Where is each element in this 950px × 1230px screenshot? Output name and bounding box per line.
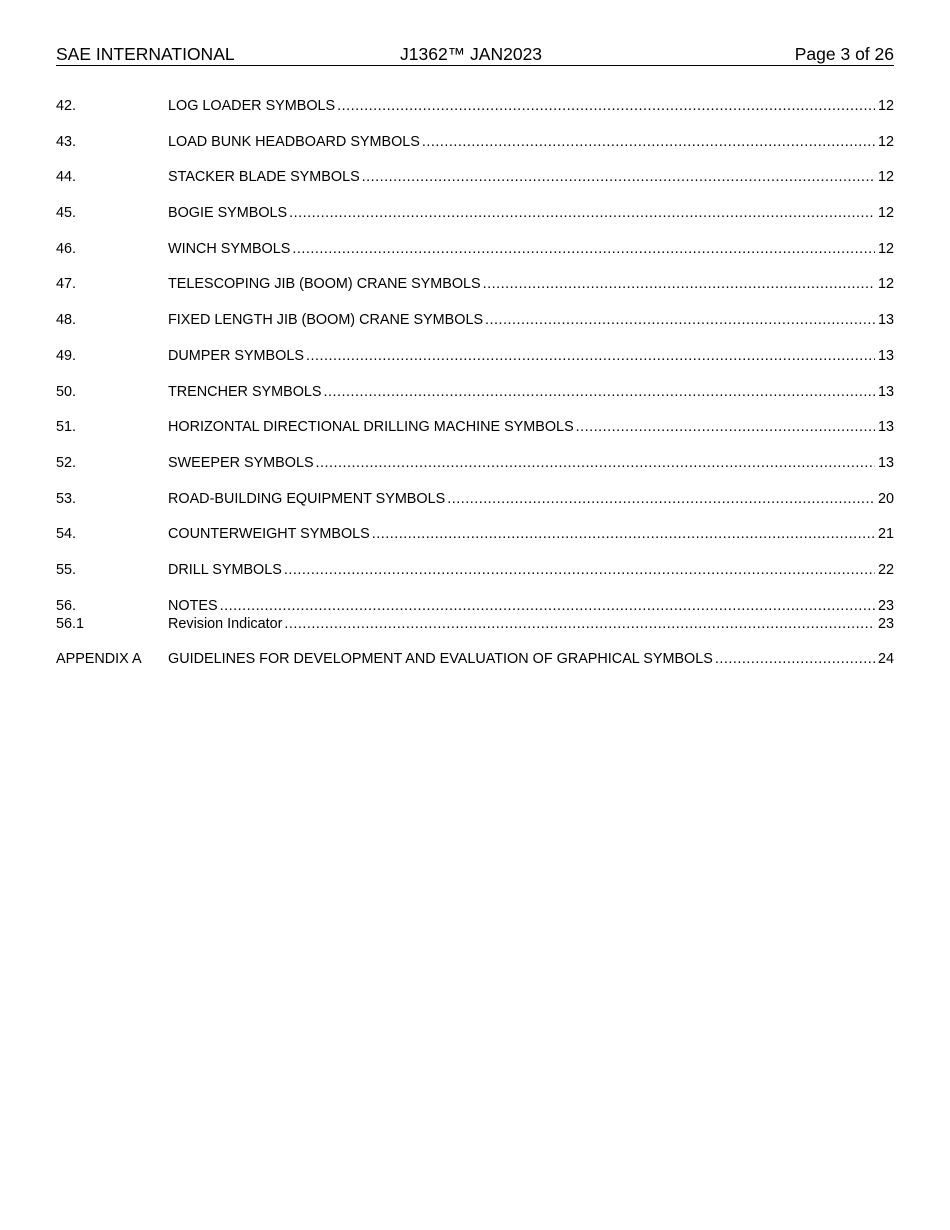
toc-entry-title: ROAD-BUILDING EQUIPMENT SYMBOLS	[168, 491, 446, 507]
toc-entry-number: APPENDIX A	[56, 651, 142, 667]
toc-entry-title: DUMPER SYMBOLS	[168, 348, 304, 364]
toc-entry-page: 24	[877, 651, 894, 667]
toc-entry-page: 12	[877, 241, 894, 257]
toc-entry-number: 48.	[56, 312, 77, 328]
toc-entry-page: 12	[877, 98, 894, 114]
toc-entry[interactable]	[56, 133, 894, 151]
toc-entry-number: 56.1	[56, 616, 85, 632]
toc-entry-title: NOTES	[168, 598, 218, 614]
toc-entry[interactable]	[56, 347, 894, 365]
toc-dot-leader	[483, 275, 875, 293]
toc-dot-leader	[220, 597, 875, 615]
toc-entry-title: Revision Indicator	[168, 616, 283, 632]
toc-entry[interactable]	[56, 204, 894, 222]
toc-dot-leader	[284, 615, 875, 633]
toc-entry-number: 56.	[56, 598, 77, 614]
toc-entry-title: SWEEPER SYMBOLS	[168, 455, 314, 471]
toc-entry-number: 51.	[56, 419, 77, 435]
page-header	[56, 43, 894, 66]
toc-entry-title: GUIDELINES FOR DEVELOPMENT AND EVALUATION OF GRAPHICAL SYMBOLS	[168, 651, 713, 667]
toc-entry[interactable]	[56, 525, 894, 543]
toc-entry-title: TELESCOPING JIB (BOOM) CRANE SYMBOLS	[168, 276, 481, 292]
toc-entry-number: 47.	[56, 276, 77, 292]
toc-entry-title: FIXED LENGTH JIB (BOOM) CRANE SYMBOLS	[168, 312, 484, 328]
toc-entry-page: 20	[877, 491, 894, 507]
toc-entry-page: 13	[877, 419, 894, 435]
toc-dot-leader	[337, 97, 875, 115]
toc-entry-page: 13	[877, 312, 894, 328]
toc-entry[interactable]	[56, 383, 894, 401]
toc-entry-page: 12	[877, 205, 894, 221]
toc-dot-leader	[715, 650, 875, 668]
toc-entry-page: 13	[877, 384, 894, 400]
toc-entry-number: 43.	[56, 134, 77, 150]
toc-dot-leader	[422, 133, 875, 151]
toc-dot-leader	[284, 561, 875, 579]
toc-entry-number: 53.	[56, 491, 77, 507]
toc-entry-page: 13	[877, 348, 894, 364]
toc-dot-leader	[372, 525, 875, 543]
toc-entry-title: DRILL SYMBOLS	[168, 562, 282, 578]
toc-entry-number: 44.	[56, 169, 77, 185]
toc-entry-page: 21	[877, 526, 894, 542]
toc-entry[interactable]	[56, 418, 894, 436]
toc-entry[interactable]	[56, 561, 894, 579]
toc-entry[interactable]	[56, 168, 894, 186]
toc-dot-leader	[324, 383, 875, 401]
toc-entry-title: COUNTERWEIGHT SYMBOLS	[168, 526, 370, 542]
toc-entry-page: 23	[877, 598, 894, 614]
toc-entry-title: WINCH SYMBOLS	[168, 241, 291, 257]
toc-dot-leader	[576, 418, 875, 436]
toc-entry-title: HORIZONTAL DIRECTIONAL DRILLING MACHINE SYMBOLS	[168, 419, 574, 435]
toc-entry-number: 46.	[56, 241, 77, 257]
toc-dot-leader	[289, 204, 875, 222]
toc-entry-title: STACKER BLADE SYMBOLS	[168, 169, 360, 185]
toc-dot-leader	[447, 490, 875, 508]
toc-entry-title: TRENCHER SYMBOLS	[168, 384, 322, 400]
toc-entry[interactable]	[56, 97, 894, 115]
toc-entry-number: 42.	[56, 98, 77, 114]
toc-dot-leader	[362, 168, 875, 186]
toc-entry[interactable]	[56, 240, 894, 258]
toc-entry[interactable]	[56, 311, 894, 329]
toc-entry-number: 45.	[56, 205, 77, 221]
toc-dot-leader	[292, 240, 875, 258]
toc-entry-number: 50.	[56, 384, 77, 400]
toc-entry-page: 12	[877, 134, 894, 150]
toc-entry-page: 12	[877, 169, 894, 185]
toc-dot-leader	[306, 347, 875, 365]
toc-entry[interactable]	[56, 597, 894, 615]
header-document-id: J1362™ JAN2023	[400, 44, 543, 64]
toc-entry[interactable]	[56, 615, 894, 633]
toc-entry[interactable]	[56, 454, 894, 472]
toc-entry[interactable]	[56, 490, 894, 508]
toc-entry-page: 12	[877, 276, 894, 292]
toc-entry-number: 55.	[56, 562, 77, 578]
toc-dot-leader	[485, 311, 875, 329]
toc-entry[interactable]	[56, 275, 894, 293]
toc-dot-leader	[316, 454, 875, 472]
toc-entry-number: 54.	[56, 526, 77, 542]
toc-entry[interactable]	[56, 650, 894, 668]
header-organization: SAE INTERNATIONAL	[56, 44, 235, 64]
toc-entry-title: LOG LOADER SYMBOLS	[168, 98, 336, 114]
toc-entry-number: 49.	[56, 348, 77, 364]
toc-entry-page: 23	[877, 616, 894, 632]
toc-entry-title: LOAD BUNK HEADBOARD SYMBOLS	[168, 134, 420, 150]
toc-entry-page: 13	[877, 455, 894, 471]
toc-entry-title: BOGIE SYMBOLS	[168, 205, 288, 221]
header-page-number: Page 3 of 26	[794, 44, 894, 64]
toc-entry-page: 22	[877, 562, 894, 578]
toc-entry-number: 52.	[56, 455, 77, 471]
